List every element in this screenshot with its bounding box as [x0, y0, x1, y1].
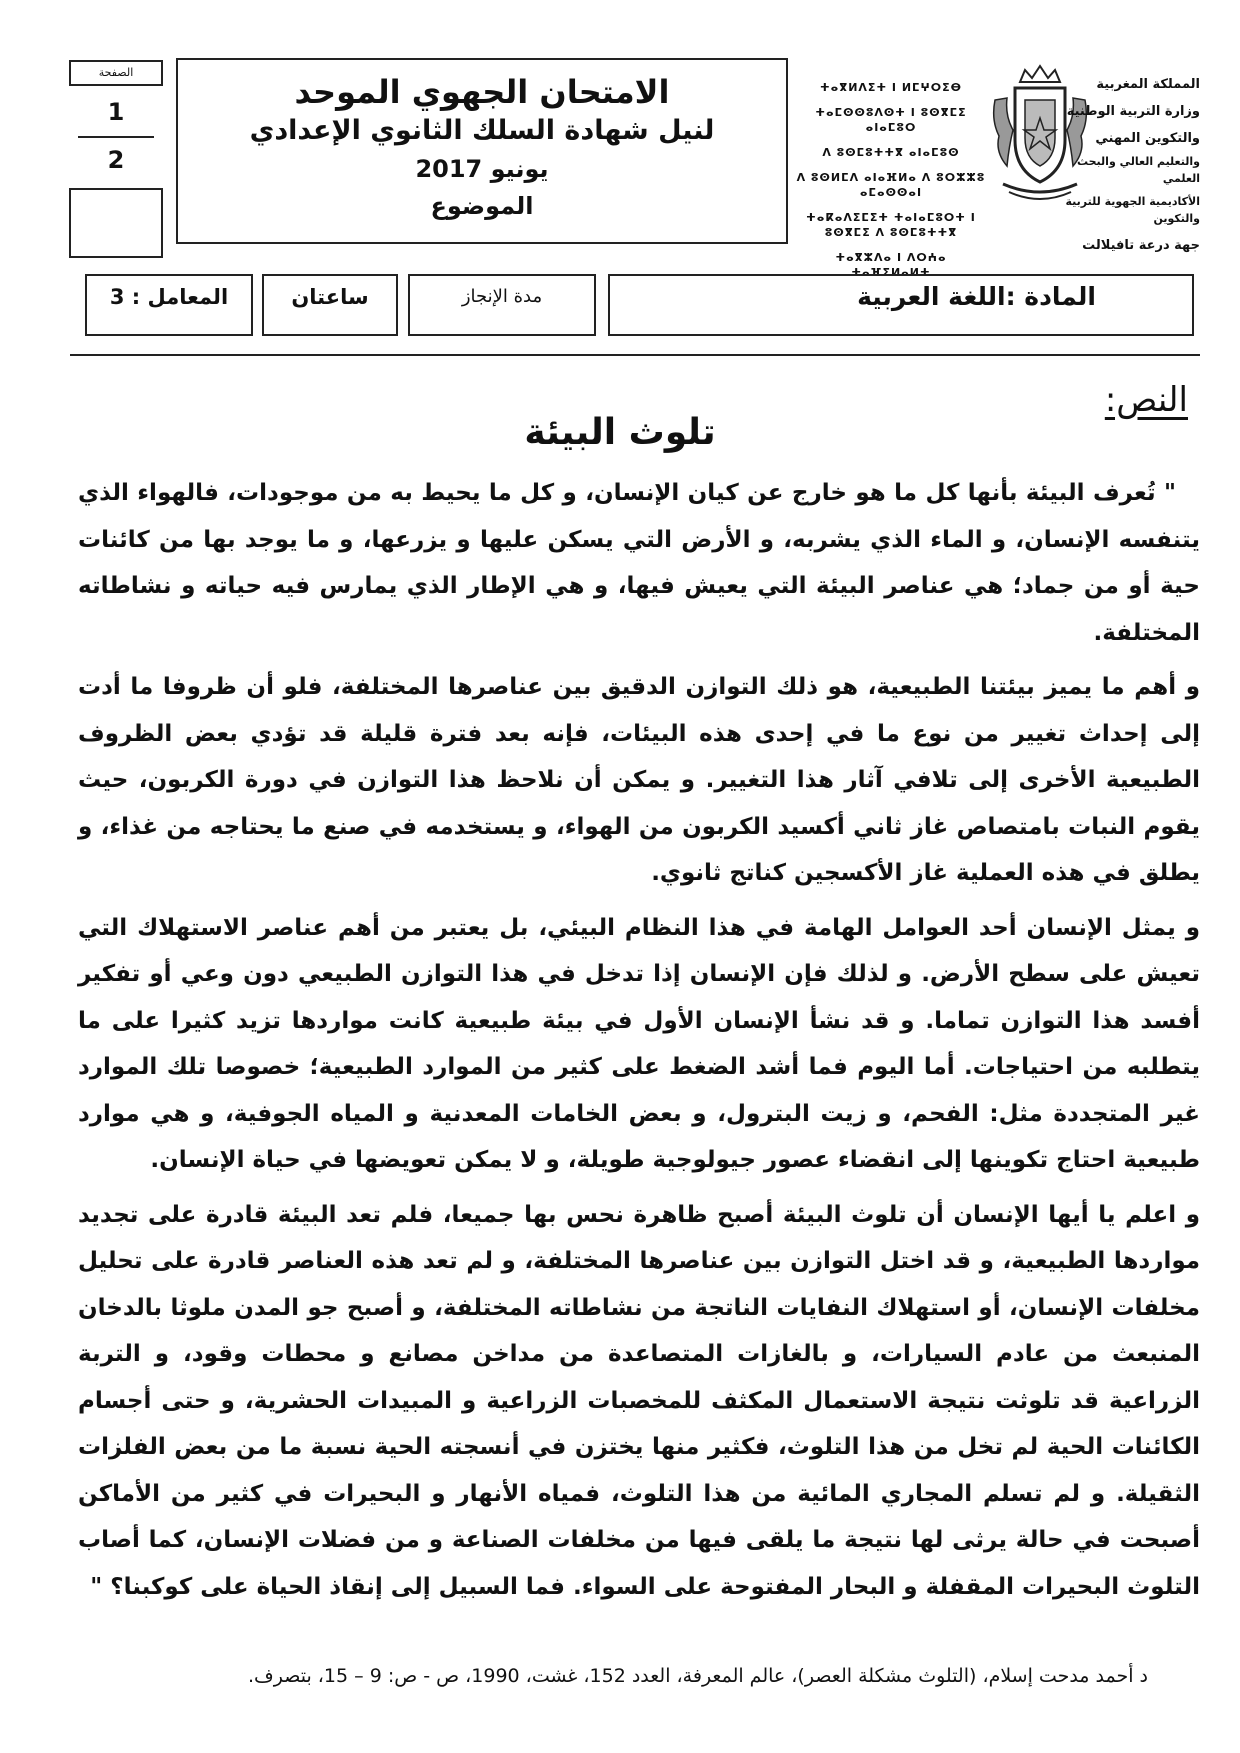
- page-label: الصفحة: [98, 66, 134, 79]
- ministry-line: الأكاديمية الجهوية للتربية والتكوين: [1065, 195, 1200, 225]
- ministry-line: المملكة المغربية: [1096, 77, 1200, 92]
- paragraph: و يمثل الإنسان أحد العوامل الهامة في هذا النظام البيئي، بل يعتبر من أهم عناصر الاستهلاك التي تعيش على سطح الأرض. و لذلك فإن الإنسان إذا تدخل في هذا التوازن الطبيعي دون وعي أو تفكير أفسد هذا التوازن تماما. و قد نشأ الإنسان الأول في بيئة طبيعية كانت مواردها تزيد كثيرا على ما يتطلبه من احتياجات. أما اليوم فما أشد الضغط على كثير من الموارد الطبيعية؛ خصوصا تلك الموارد غير المتجددة مثل: الفحم، و زيت البترول، و بعض الخامات المعدنية و المياه الجوفية، و هي موارد طبيعية احتاج تكوينها إلى انقضاء عصور جيولوجية طويلة، و لا يمكن تعويضها في حياة الإنسان.: [78, 914, 1200, 1173]
- text-body: [78, 470, 1200, 1618]
- subject-box: [608, 274, 1194, 336]
- exam-title-box: [176, 58, 788, 244]
- tifinagh-block: [796, 80, 986, 280]
- paragraph: و اعلم يا أيها الإنسان أن تلوث البيئة أصبح ظاهرة نحس بها جميعا، فلم تعد البيئة قادرة على تجديد مواردها الطبيعية، و قد اختل التوازن بين عناصرها المختلفة، و لم تعد هذه العناصر قادرة على تحليل مخلفات الإنسان، أو استهلاك النفايات الناتجة من نشاطاته المختلفة، و أصبح جو المدن ملوثا بالدخان المنبعث من عادم السيارات، و بالغازات المتصاعدة من مداخن مصانع و محطات وقود، و التربة الزراعية قد تلوثت نتيجة الاستعمال المكثف للمخصبات الزراعية و المبيدات الحشرية، و حتى أجسام الكائنات الحية لم تخل من هذا التلوث، فكثير منها يختزن في أنسجته الحية نسبة ما من بعض الفلزات الثقيلة. و لم تسلم المجاري المائية من هذا التلوث، فمياه الأنهار و البحيرات في كثير من الأماكن أصبحت في حالة يرثى لها نتيجة ما يلقى فيها من مخلفات الصناعة و من فضلات الإنسان، كما أصاب التلوث البحيرات المقفلة و البحار المفتوحة على السواء. فما السبيل إلى إنقاذ الحياة على كوكبنا؟ ": [78, 1201, 1200, 1600]
- ministry-line: والتعليم العالي والبحث العلمي: [1076, 155, 1200, 185]
- page-label-box: [69, 60, 163, 86]
- ministry-line: والتكوين المهني: [1095, 131, 1200, 146]
- ministry-block: [1060, 76, 1200, 254]
- text-label: النص:: [1104, 380, 1188, 420]
- page-divider: [78, 136, 154, 138]
- grade-box: [69, 188, 163, 258]
- tifinagh-line: ⵜⴰⴳⵣⴷⴰ ⵏ ⴷⵔⵄⴰ ⵜⴰⴼⵉⵍⴰⵍⵜ: [835, 251, 947, 279]
- duration-label-box: [408, 274, 596, 336]
- duration-value-box: [262, 274, 398, 336]
- coefficient: المعامل : 3: [109, 285, 229, 309]
- text-title: تلوث البيئة: [524, 412, 716, 453]
- header-divider: [70, 354, 1200, 356]
- tifinagh-line: ⵜⴰⴽⴰⴷⵉⵎⵉⵜ ⵜⴰⵏⴰⵎⵓⵔⵜ ⵏ ⵓⵙⴳⵎⵉ ⴷ ⵓⵙⵎⵓⵜⵜⴳ: [806, 211, 976, 239]
- exam-subtitle: لنيل شهادة السلك الثانوي الإعدادي: [249, 115, 715, 146]
- paragraph: و أهم ما يميز بيئتنا الطبيعية، هو ذلك التوازن الدقيق بين عناصرها المختلفة، فلو أن ظروفا ما أدت إلى إحداث تغيير من نوع ما في إحدى هذه البيئات، فإنه بعد فترة قليلة قد تؤدي بعض الظروف الطبيعية الأخرى إلى تلافي آثار هذا التغيير. و يمكن أن نلاحظ هذا التوازن في دورة الكربون، حيث يقوم النبات بامتصاص غاز ثاني أكسيد الكربون من الهواء، و يستخدمه في صنع ما يحتاجه من غذاء، و يطلق في هذه العملية غاز الأكسجين كناتج ثانوي.: [78, 674, 1200, 886]
- coefficient-box: [85, 274, 253, 336]
- tifinagh-line: ⵜⴰⵎⵙⵙⵓⴷⵙⵜ ⵏ ⵓⵙⴳⵎⵉ ⴰⵏⴰⵎⵓⵔ: [815, 106, 967, 134]
- exam-date: يونيو 2017: [415, 155, 549, 183]
- exam-title: الامتحان الجهوي الموحد: [294, 73, 670, 111]
- subject: المادة :اللغة العربية: [857, 282, 1096, 311]
- page-current: 1: [107, 98, 125, 126]
- tifinagh-line: ⴷ ⵓⵙⵎⵓⵜⵜⴳ ⴰⵏⴰⵎⵓⵙ: [822, 146, 960, 159]
- ministry-line: جهة درعة تافيلالت: [1082, 238, 1200, 253]
- ministry-line: وزارة التربية الوطنية: [1066, 104, 1200, 119]
- page-total: 2: [107, 146, 125, 174]
- paragraph: " تُعرف البيئة بأنها كل ما هو خارج عن كيان الإنسان، و كل ما يحيط به من موجودات، فالهواء الذي يتنفسه الإنسان، و الماء الذي يشربه، و الأرض التي يسكن عليها و يزرعها، و ما يوجد بها من كائنات حية أو من جماد؛ هي عناصر البيئة التي يعيش فيها، و هي الإطار الذي يمارس فيه حياته و نشاطاته المختلفة.: [78, 480, 1200, 646]
- tifinagh-line: ⵜⴰⴳⵍⴷⵉⵜ ⵏ ⵍⵎⵖⵔⵉⴱ: [819, 81, 962, 94]
- duration-label: مدة الإنجاز: [461, 286, 543, 307]
- exam-type: الموضوع: [430, 192, 534, 220]
- tifinagh-line: ⴷ ⵓⵙⵍⵎⴷ ⴰⵏⴰⴼⵍⴰ ⴷ ⵓⵔⵣⵣⵓ ⴰⵎⴰⵙⵙⴰⵏ: [796, 171, 986, 199]
- duration-value: ساعتان: [291, 285, 369, 309]
- source-citation: د أحمد مدحت إسلام، (التلوث مشكلة العصر)، عالم المعرفة، العدد 152، غشت، 1990، ص - ص: 9 – 15، بتصرف.: [248, 1665, 1148, 1687]
